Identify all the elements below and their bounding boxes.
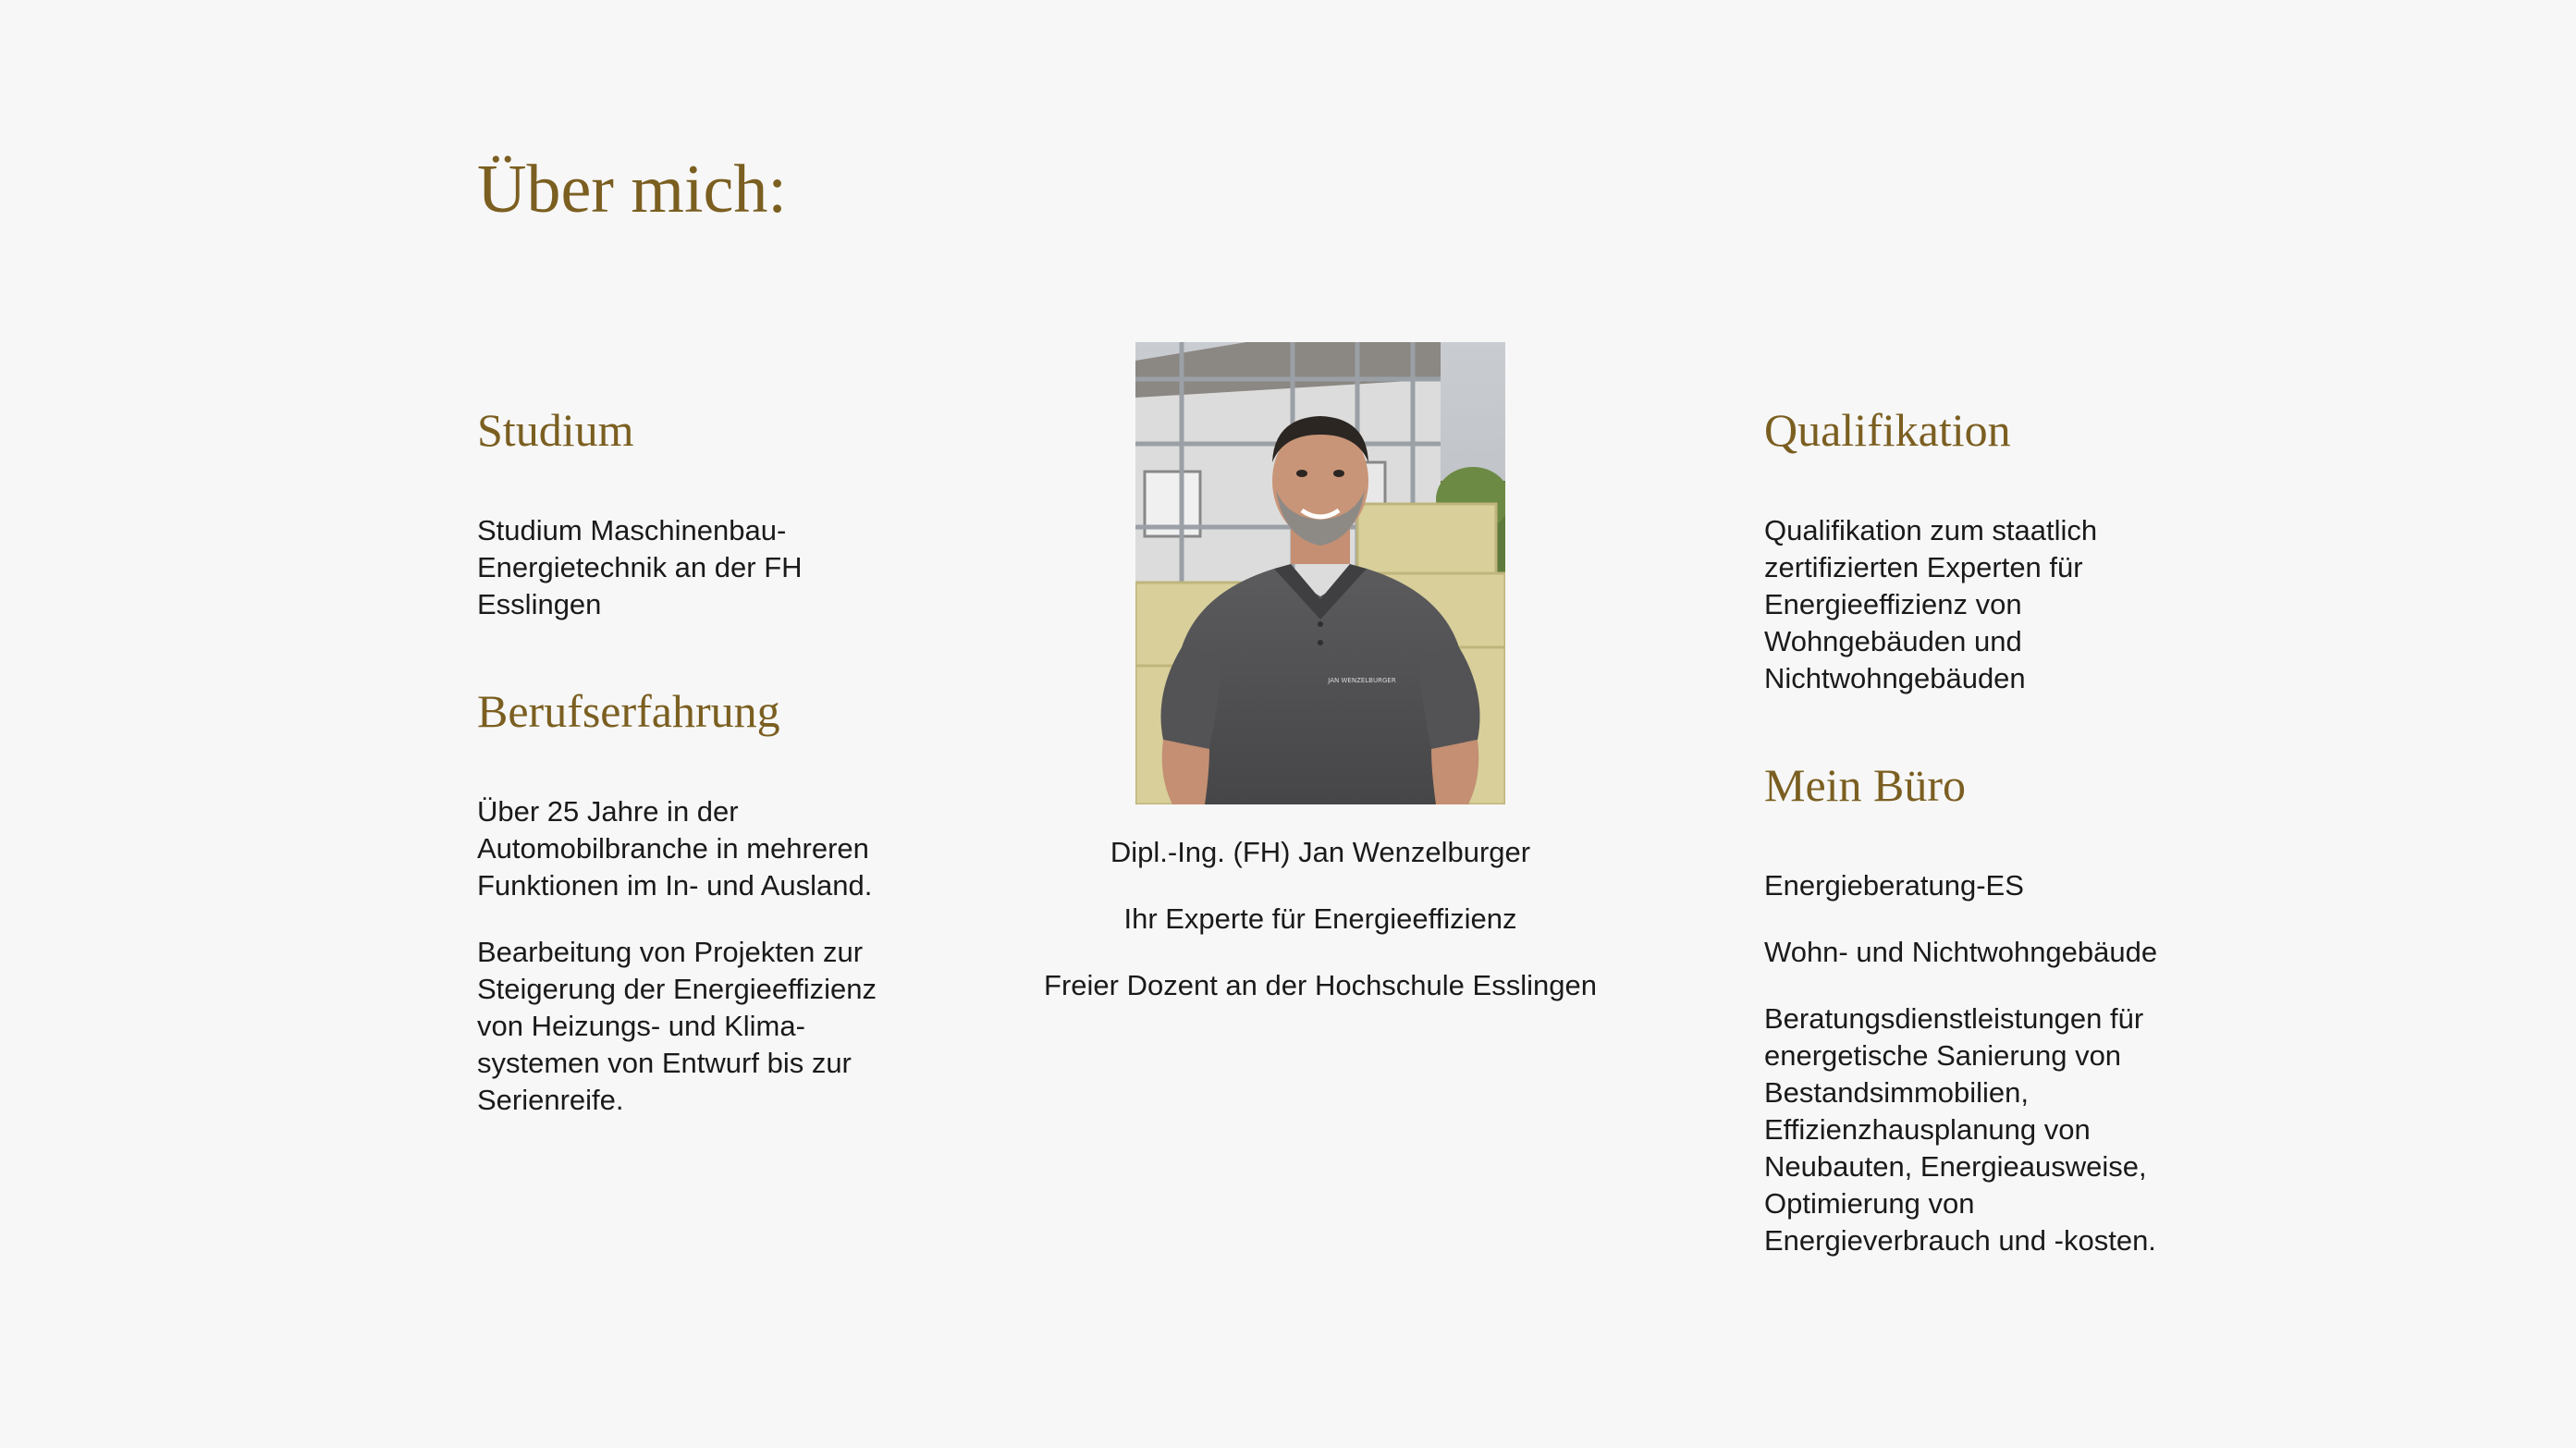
berufserfahrung-text-1: Über 25 Jahre in der Automobilbranche in mehreren Funktionen im In- und Ausland. bbox=[477, 795, 873, 902]
qualifikation-text: Qualifikation zum staatlich zertifizierten Experten für Energieeffizienz von Wohngebäuden und Nichtwohngebäuden bbox=[1764, 514, 2098, 694]
studium-heading: Studium bbox=[477, 404, 634, 456]
portrait-photo bbox=[1135, 342, 1505, 804]
buero-line-3: Beratungsdienstleistungen für energetische Sanierung von Bestandsimmobilien, Effizienzhausplanung von Neubauten, Energieausweise, Optimierung von Energieverbrauch und -kosten. bbox=[1764, 1002, 2156, 1257]
buero-line-1: Energieberatung-ES bbox=[1764, 869, 2024, 902]
buero-heading: Mein Büro bbox=[1764, 759, 1967, 811]
buero-line-2: Wohn- und Nichtwohngebäude bbox=[1764, 936, 2158, 968]
person-role: Ihr Experte für Energieeffizienz bbox=[1123, 902, 1517, 935]
page-title: Über mich: bbox=[477, 152, 787, 227]
person-lecturer: Freier Dozent an der Hochschule Esslingen bbox=[1044, 969, 1597, 1001]
studium-text: Studium Maschinenbau-Energietechnik an der FH Esslingen bbox=[477, 514, 803, 620]
berufserfahrung-heading: Berufserfahrung bbox=[477, 685, 780, 737]
berufserfahrung-text-2: Bearbeitung von Projekten zur Steigerung der Energieeffizienz von Heizungs- und Klima-systemen von Entwurf bis zur Serienreife. bbox=[477, 936, 877, 1116]
qualifikation-heading: Qualifikation bbox=[1764, 404, 2011, 456]
shirt-label: JAN WENZELBURGER bbox=[1328, 677, 1396, 684]
person-name: Dipl.-Ing. (FH) Jan Wenzelburger bbox=[1110, 836, 1531, 868]
